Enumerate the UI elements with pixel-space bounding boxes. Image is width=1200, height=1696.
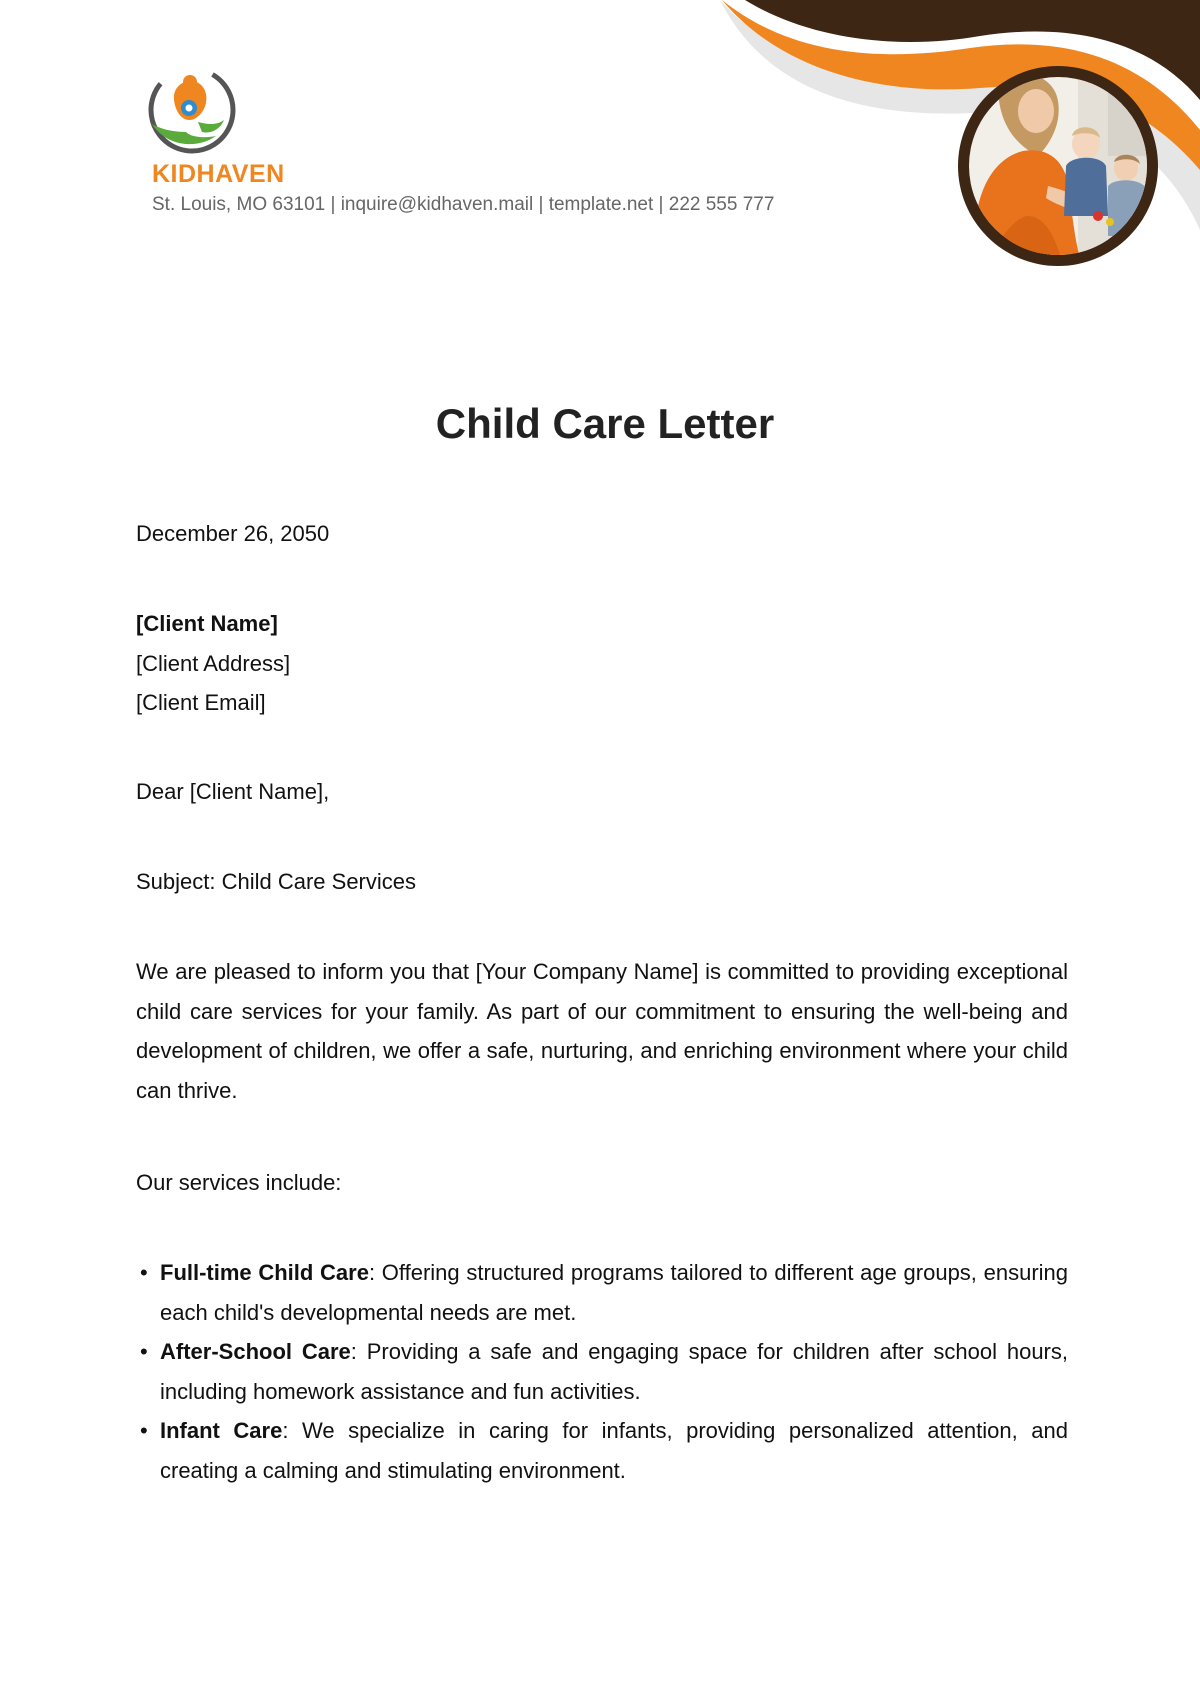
brand-name: KIDHAVEN: [152, 160, 285, 188]
service-description: : Providing a safe and engaging space for children after school hours, including homework assistance and fun activities.: [160, 1339, 1068, 1404]
intro-paragraph: We are pleased to inform you that [Your Company Name] is committed to providing exceptional child care services for your family. As part of our commitment to ensuring the well-being and development of children, we offer a safe, nurturing, and enriching environment where your child can thrive.: [136, 959, 1068, 1103]
service-term: Full-time Child Care: [160, 1260, 369, 1285]
service-description: : Offering structured programs tailored to different age groups, ensuring each child's developmental needs are met.: [160, 1260, 1069, 1325]
services-intro: Our services include:: [136, 1170, 342, 1195]
contact-line: St. Louis, MO 63101 | inquire@kidhaven.mail | template.net | 222 555 777: [152, 194, 775, 215]
list-item: [160, 1411, 1068, 1490]
recipient-address: [Client Address]: [136, 650, 291, 676]
caregiver-photo: [958, 66, 1158, 266]
subject-line: Subject: Child Care Services: [136, 869, 417, 894]
letter-date: December 26, 2050: [136, 521, 330, 546]
salutation: Dear [Client Name],: [136, 779, 330, 804]
recipient-block: [136, 604, 1068, 723]
services-list: [136, 1253, 1068, 1490]
service-term: Infant Care: [160, 1418, 283, 1443]
recipient-email: [Client Email]: [136, 690, 266, 715]
list-item: [160, 1253, 1068, 1332]
service-term: After-School Care: [160, 1339, 351, 1364]
kidhaven-logo-icon: [146, 64, 238, 156]
recipient-name: [Client Name]: [136, 611, 278, 636]
page-title: Child Care Letter: [435, 400, 775, 447]
service-description: : We specialize in caring for infants, providing personalized attention, and creating a calming and stimulating environment.: [160, 1418, 1068, 1483]
list-item: [160, 1332, 1068, 1411]
